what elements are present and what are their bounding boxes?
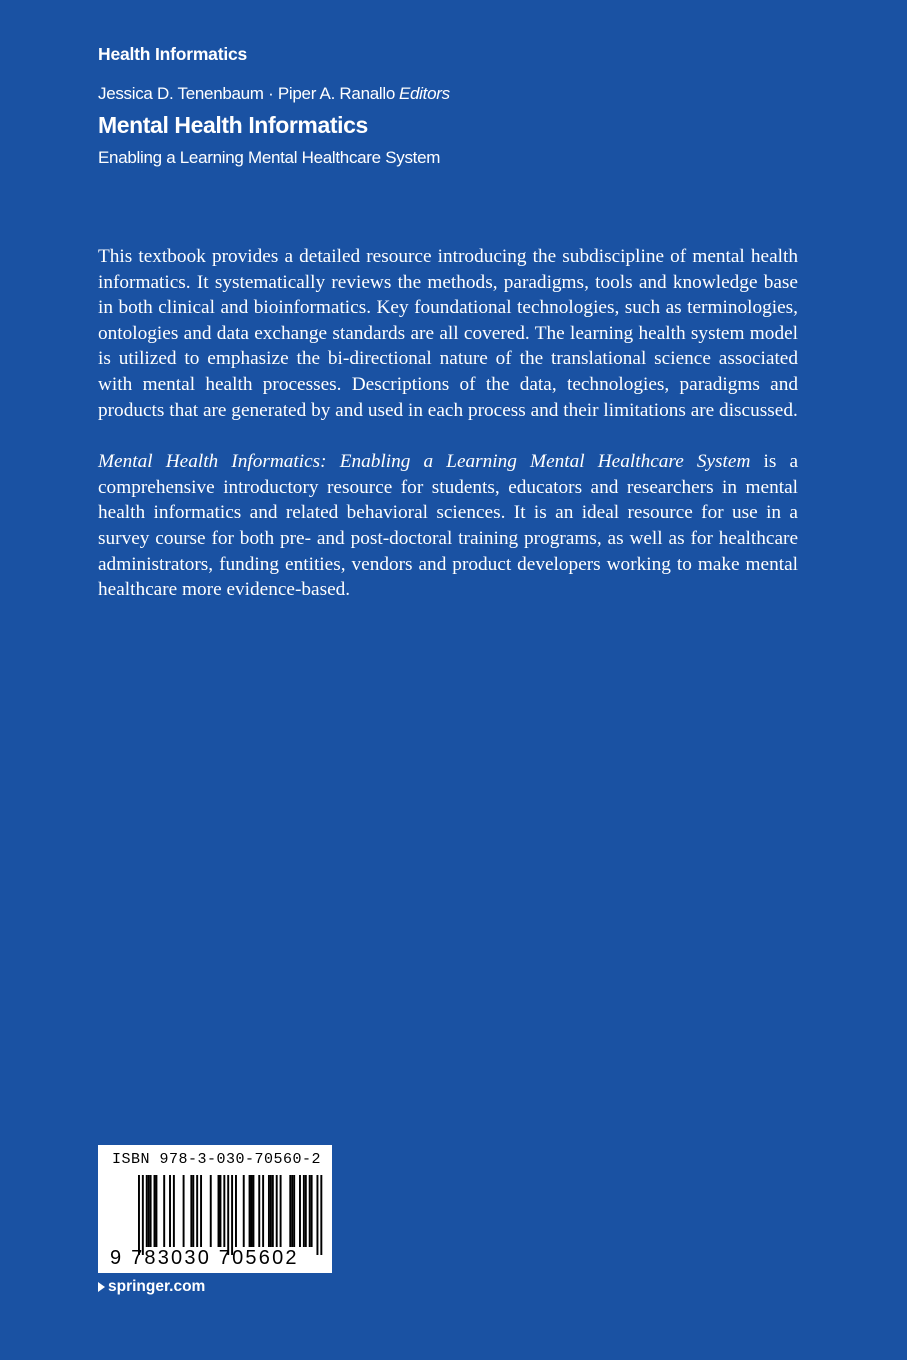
barcode-bar: [293, 1175, 295, 1247]
barcode-bar: [320, 1175, 322, 1255]
book-title: Mental Health Informatics: [98, 112, 368, 138]
barcode-bar: [262, 1175, 264, 1247]
barcode-bar: [249, 1175, 251, 1247]
barcode-bar: [218, 1175, 220, 1247]
barcode-bar: [311, 1175, 313, 1247]
barcode-bar: [155, 1175, 157, 1247]
barcode-bar: [299, 1175, 301, 1247]
blurb-book-title: Mental Health Informatics: Enabling a Learning Mental Healthcare System: [98, 451, 751, 473]
barcode-bar: [138, 1175, 140, 1255]
series-name: Health Informatics: [98, 44, 248, 64]
barcode-bar: [200, 1175, 202, 1247]
barcode-bar: [142, 1175, 144, 1255]
editors-line: [98, 84, 450, 104]
barcode-bar: [223, 1175, 225, 1247]
barcode-bar: [231, 1175, 233, 1255]
barcode-bar: [258, 1175, 260, 1247]
barcode-bar: [316, 1175, 318, 1255]
barcode-bar: [309, 1175, 311, 1247]
book-subtitle: Enabling a Learning Mental Healthcare System: [98, 148, 441, 167]
blurb-paragraph-2-text: is a comprehensive introductory resource for students, educators and researchers in mental health informatics and related behavioral sciences. It is an ideal resource for use in a survey course for both pre- and post-doctoral training programs, as well as for healthcare administrators, funding entities, vendors and product developers working to make mental healthcare more evidence-based.: [98, 451, 798, 601]
barcode-bar: [303, 1175, 305, 1247]
barcode-bar: [276, 1175, 278, 1247]
barcode-bar: [196, 1175, 198, 1247]
blurb: [98, 244, 798, 629]
editors-names: Jessica D. Tenenbaum · Piper A. Ranallo: [98, 84, 395, 103]
barcode-bar: [289, 1175, 291, 1247]
barcode-bar: [192, 1175, 194, 1247]
barcode-bar: [252, 1175, 254, 1247]
barcode-bar: [190, 1175, 192, 1247]
barcode-bar: [210, 1175, 212, 1247]
publisher-link-text: springer.com: [108, 1278, 206, 1295]
barcode-bar: [243, 1175, 245, 1247]
barcode-bar: [268, 1175, 270, 1247]
barcode-bar: [169, 1175, 171, 1247]
publisher-link[interactable]: [98, 1278, 205, 1296]
arrow-right-icon: [98, 1282, 105, 1292]
editors-role: Editors: [398, 84, 450, 103]
barcode-bar: [251, 1175, 253, 1247]
barcode-bar: [227, 1175, 229, 1255]
barcode-bar: [291, 1175, 293, 1247]
isbn-barcode: [98, 1145, 332, 1273]
barcode-bar: [146, 1175, 148, 1247]
blurb-paragraph-2: [98, 449, 798, 603]
isbn-label: ISBN 978-3-030-70560-2: [112, 1151, 322, 1168]
blurb-paragraph-1: This textbook provides a detailed resource introducing the subdiscipline of mental health informatics. It systematically reviews the methods, paradigms, tools and knowledge base in both clinical and bioinformatics. Key foundational technologies, such as terminologies, ontologies and data exchange standards are all covered. The learning health system model is utilized to emphasize the bi-directional nature of the translational science associated with mental health processes. Descriptions of the data, technologies, paradigms and products that are generated by and used in each process and their limitations are discussed.: [98, 246, 798, 421]
barcode-bar: [173, 1175, 175, 1247]
barcode-bar: [163, 1175, 165, 1247]
barcode-bar: [183, 1175, 185, 1247]
barcode-bar: [270, 1175, 272, 1247]
barcode-bar: [219, 1175, 221, 1247]
barcode-bar: [154, 1175, 156, 1247]
barcode-bar: [272, 1175, 274, 1247]
barcode-bar: [305, 1175, 307, 1247]
barcode-bar: [148, 1175, 150, 1247]
ean-digits: 9 783030 705602: [110, 1247, 299, 1269]
barcode-bar: [150, 1175, 152, 1247]
barcode-bar: [280, 1175, 282, 1247]
barcode-bar: [235, 1175, 237, 1247]
